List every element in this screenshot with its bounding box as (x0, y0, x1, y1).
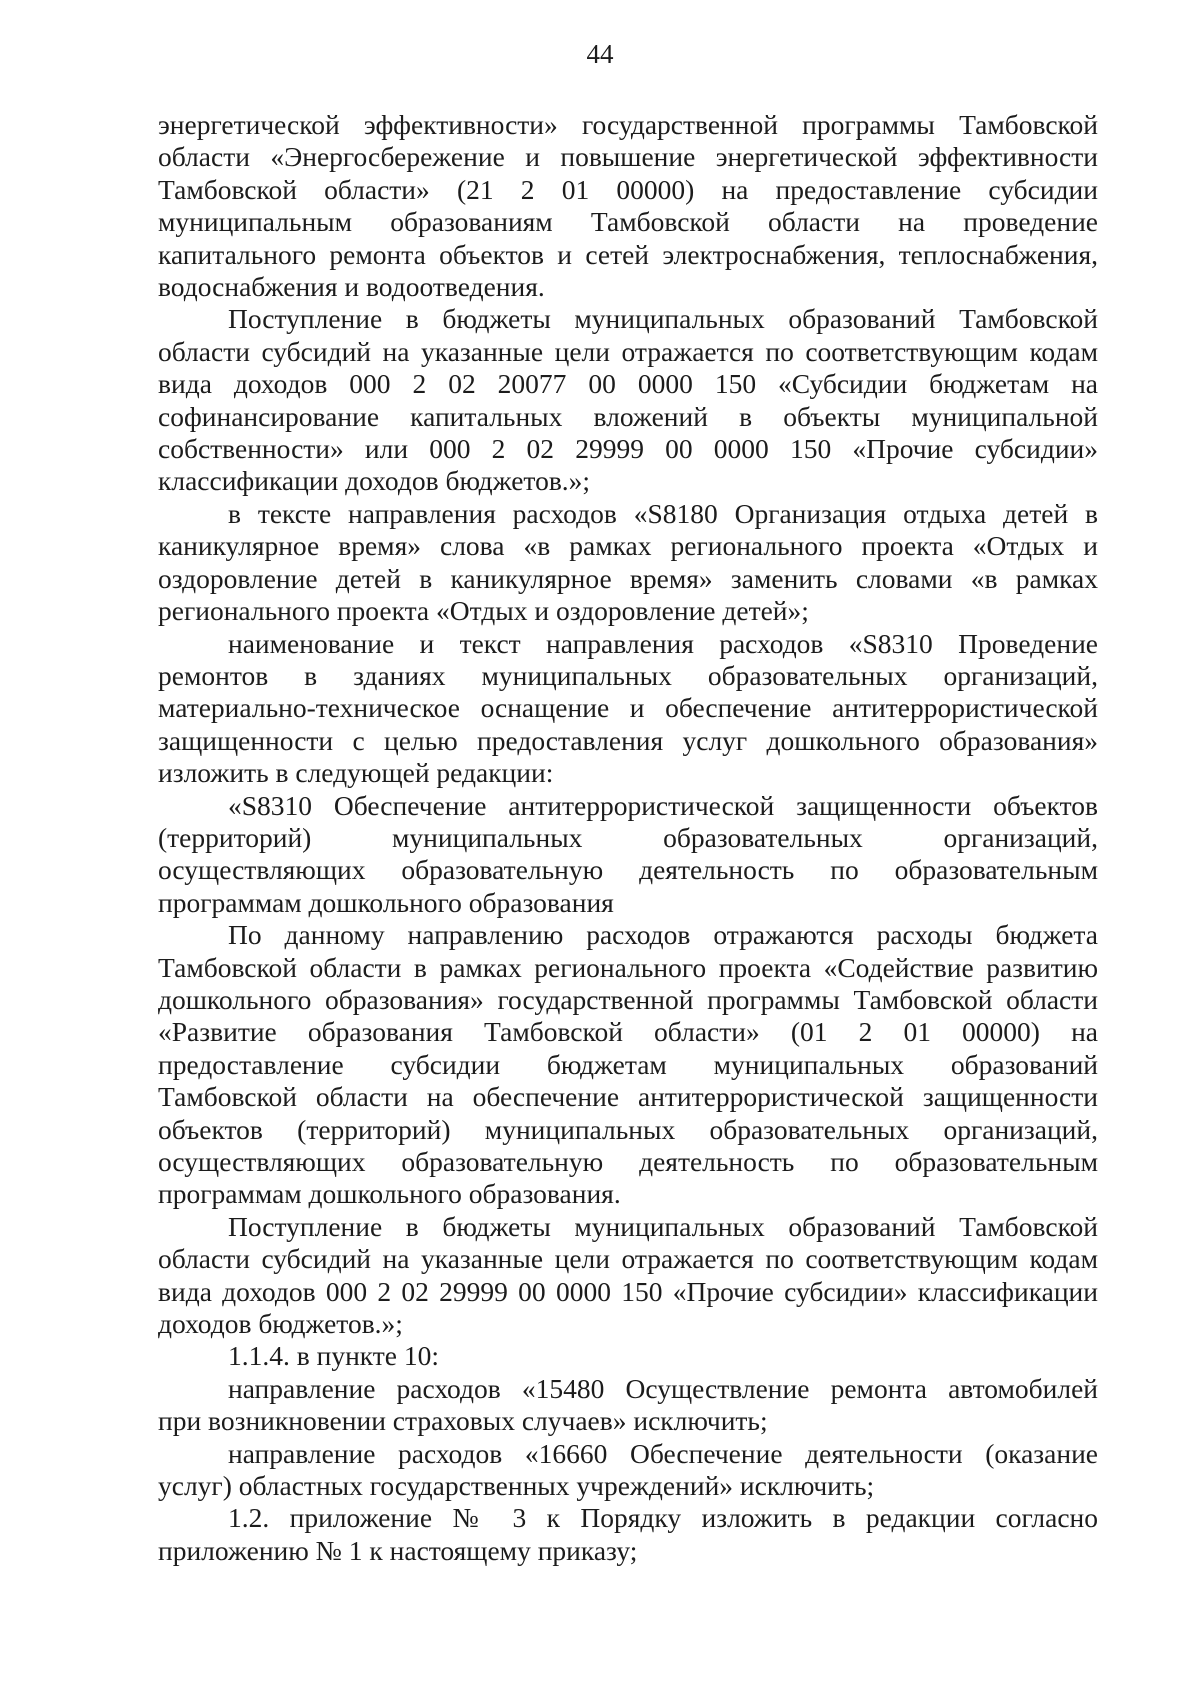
paragraph (158, 1438, 1098, 1503)
text-line: услуг) областных государственных учреждений» исключить; (158, 1470, 875, 1502)
text-line: материально-техническое оснащение и обеспечение антитеррористической (158, 692, 1098, 724)
text-line: Тамбовской области на обеспечение антитеррористической защищенности (158, 1081, 1098, 1113)
text-line: капитального ремонта объектов и сетей электроснабжения, теплоснабжения, (158, 238, 1098, 270)
text-line: Тамбовской области» (21 2 01 00000) на предоставление субсидии (158, 173, 1098, 205)
text-line: направление расходов «15480 Осуществление ремонта автомобилей (228, 1372, 1098, 1404)
text-line: Поступление в бюджеты муниципальных образований Тамбовской (228, 1210, 1098, 1242)
text-line: энергетической эффективности» государственной программы Тамбовской (158, 109, 1098, 140)
paragraph (158, 109, 1098, 303)
text-line: области субсидий на указанные цели отражается по соответствующим кодам (158, 1243, 1098, 1275)
text-line: софинансирование капитальных вложений в объекты муниципальной (158, 400, 1098, 432)
paragraph (158, 919, 1098, 1211)
text-line: объектов (территорий) муниципальных образовательных организаций, (158, 1113, 1098, 1145)
text-line: дошкольного образования» государственной программы Тамбовской области (158, 983, 1098, 1015)
text-line: программам дошкольного образования (158, 886, 614, 918)
text-line: муниципальным образованиям Тамбовской области на проведение (158, 206, 1098, 238)
text-line: 1.1.4. в пункте 10: (228, 1340, 440, 1372)
text-line: области субсидий на указанные цели отражается по соответствующим кодам (158, 335, 1098, 367)
text-line: осуществляющих образовательную деятельность по образовательным (158, 1146, 1098, 1177)
text-line: осуществляющих образовательную деятельность по образовательным (158, 854, 1098, 886)
text-line: регионального проекта «Отдых и оздоровление детей»; (158, 595, 809, 627)
text-line: при возникновении страховых случаев» исключить; (158, 1405, 768, 1437)
text-line: Поступление в бюджеты муниципальных образований Тамбовской (228, 303, 1098, 335)
document-body (158, 109, 1098, 1567)
text-line: оздоровление детей в каникулярное время» заменить словами «в рамках (158, 562, 1098, 594)
text-line: изложить в следующей редакции: (158, 757, 554, 789)
text-line: приложению № 1 к настоящему приказу; (158, 1534, 638, 1566)
paragraph (158, 498, 1098, 628)
text-line: 1.2. приложение № 3 к Порядку изложить в редакции согласно (228, 1502, 1098, 1534)
text-line: По данному направлению расходов отражаются расходы бюджета (228, 919, 1098, 951)
text-line: классификации доходов бюджетов.»; (158, 465, 591, 497)
text-line: в тексте направления расходов «S8180 Организация отдыха детей в (228, 497, 1098, 529)
text-line: ремонтов в зданиях муниципальных образовательных организаций, (158, 659, 1098, 691)
text-line: каникулярное время» слова «в рамках регионального проекта «Отдых и (158, 530, 1098, 562)
text-line: «S8310 Обеспечение антитеррористической защищенности объектов (228, 789, 1098, 821)
text-line: доходов бюджетов.»; (158, 1308, 403, 1340)
text-line: наименование и текст направления расходов «S8310 Проведение (228, 627, 1098, 659)
text-line: защищенности с целью предоставления услуг дошкольного образования» (158, 724, 1098, 756)
text-line: направление расходов «16660 Обеспечение деятельности (оказание (228, 1437, 1098, 1469)
paragraph (158, 1211, 1098, 1341)
text-line: собственности» или 000 2 02 29999 00 0000 150 «Прочие субсидии» (158, 433, 1098, 465)
paragraph (158, 1373, 1098, 1438)
text-line: программам дошкольного образования. (158, 1178, 621, 1210)
paragraph (158, 1340, 1098, 1372)
text-line: Тамбовской области в рамках регионального проекта «Содействие развитию (158, 951, 1098, 983)
text-line: вида доходов 000 2 02 29999 00 0000 150 «Прочие субсидии» классификации (158, 1275, 1098, 1307)
text-line: «Развитие образования Тамбовской области» (01 2 01 00000) на (158, 1016, 1098, 1048)
paragraph (158, 303, 1098, 497)
paragraph (158, 790, 1098, 920)
paragraph (158, 628, 1098, 790)
page-number: 44 (586, 39, 614, 69)
text-line: области «Энергосбережение и повышение энергетической эффективности (158, 141, 1098, 173)
text-line: (территорий) муниципальных образовательных организаций, (158, 821, 1098, 853)
text-line: предоставление субсидии бюджетам муниципальных образований (158, 1048, 1098, 1080)
text-line: водоснабжения и водоотведения. (158, 271, 545, 303)
text-line: вида доходов 000 2 02 20077 00 0000 150 «Субсидии бюджетам на (158, 368, 1098, 400)
paragraph (158, 1502, 1098, 1567)
